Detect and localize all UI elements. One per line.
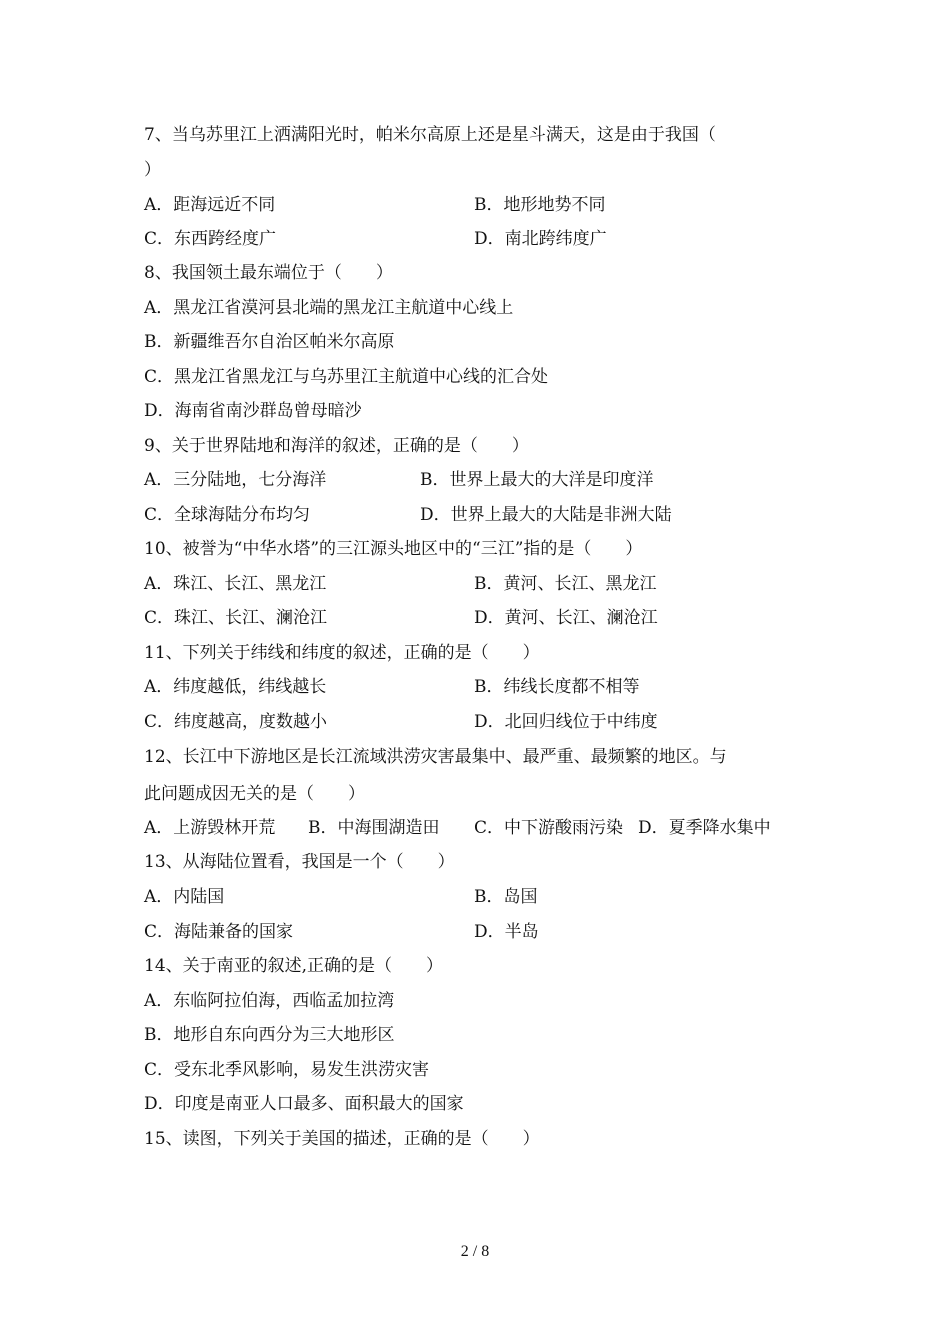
option-b: B．地形地势不同 (474, 195, 606, 215)
question-12-stem: 12、长江中下游地区是长江流域洪涝灾害最集中、最严重、最频繁的地区。与 (144, 747, 727, 767)
question-8-option-b: B．新疆维吾尔自治区帕米尔高原 (144, 332, 395, 352)
question-14-option-a: A．东临阿拉伯海，西临孟加拉湾 (144, 991, 395, 1011)
option-c: C．珠江、长江、澜沧江 (144, 608, 328, 628)
option-a: A．纬度越低，纬线越长 (144, 677, 327, 697)
page-number: 2 / 8 (460, 1243, 490, 1260)
option-c: C．全球海陆分布均匀 (144, 505, 311, 525)
question-8-option-a: A．黑龙江省漠河县北端的黑龙江主航道中心线上 (144, 298, 514, 318)
question-14-option-d: D．印度是南亚人口最多、面积最大的国家 (144, 1094, 464, 1114)
question-7-stem: 7、当乌苏里江上洒满阳光时，帕米尔高原上还是星斗满天，这是由于我国（ (144, 125, 716, 145)
option-b: B．中海围湖造田 (308, 818, 440, 838)
option-b: B．纬线长度都不相等 (474, 677, 640, 697)
option-d: D．南北跨纬度广 (474, 229, 607, 249)
option-b: B．世界上最大的大洋是印度洋 (420, 470, 654, 490)
question-10-stem: 10、被誉为“中华水塔”的三江源头地区中的“三江”指的是（ ） (144, 539, 643, 559)
question-14-stem: 14、关于南亚的叙述,正确的是（ ） (144, 956, 444, 976)
option-c: C．海陆兼备的国家 (144, 922, 294, 942)
question-8-option-c: C．黑龙江省黑龙江与乌苏里江主航道中心线的汇合处 (144, 367, 549, 387)
option-d: D．北回归线位于中纬度 (474, 712, 658, 732)
question-14-option-c: C．受东北季风影响，易发生洪涝灾害 (144, 1060, 430, 1080)
option-c: C．纬度越高，度数越小 (144, 712, 328, 732)
question-11-stem: 11、下列关于纬线和纬度的叙述，正确的是（ ） (144, 643, 540, 663)
option-d: D．世界上最大的大陆是非洲大陆 (420, 505, 672, 525)
question-9-stem: 9、关于世界陆地和海洋的叙述，正确的是（ ） (144, 436, 529, 456)
question-7-stem-continued: ） (144, 160, 161, 180)
question-14-option-b: B．地形自东向西分为三大地形区 (144, 1025, 395, 1045)
question-15-stem: 15、读图，下列关于美国的描述，正确的是（ ） (144, 1129, 540, 1149)
question-8-option-d: D．海南省南沙群岛曾母暗沙 (144, 401, 362, 421)
option-c: C．中下游酸雨污染 (474, 818, 624, 838)
option-a: A．珠江、长江、黑龙江 (144, 574, 327, 594)
option-a: A．距海远近不同 (144, 195, 276, 215)
option-a: A．三分陆地，七分海洋 (144, 470, 327, 490)
option-d: D．黄河、长江、澜沧江 (474, 608, 658, 628)
option-b: B．黄河、长江、黑龙江 (474, 574, 657, 594)
option-a: A．内陆国 (144, 887, 225, 907)
option-c: C．东西跨经度广 (144, 229, 277, 249)
question-8-stem: 8、我国领土最东端位于（ ） (144, 263, 393, 283)
option-b: B．岛国 (474, 887, 538, 907)
option-d: D．夏季降水集中 (638, 818, 771, 838)
question-12-stem-continued: 此问题成因无关的是（ ） (144, 784, 365, 804)
question-13-stem: 13、从海陆位置看，我国是一个（ ） (144, 852, 455, 872)
option-d: D．半岛 (474, 922, 539, 942)
option-a: A．上游毁林开荒 (144, 818, 276, 838)
